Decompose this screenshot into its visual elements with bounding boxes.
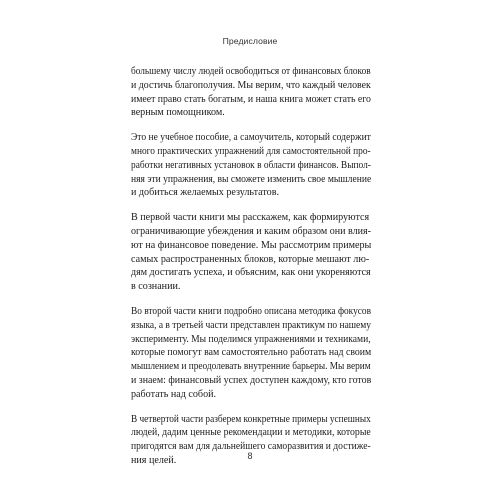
text-line: ют на финансовое поведение. Мы рассмотрим примеры bbox=[131, 239, 372, 251]
text-line: мышлением и преодолевать внутренние барьеры. Мы верим bbox=[131, 361, 371, 373]
text-line: ограничивающие убеждения и каким образом они влия- bbox=[131, 225, 372, 237]
text-line: большему числу людей освободиться от финансовых блоков bbox=[131, 66, 371, 77]
text-line: няя эти упражнения, вы сможете изменить свое мышление bbox=[131, 173, 372, 185]
text-line: В первой части книги мы расскажем, как формируются bbox=[131, 212, 370, 224]
text-line: В четвертой части разберем конкретные примеры успешных bbox=[131, 413, 371, 425]
text-line: которые помогут вам самостоятельно работать над своим bbox=[131, 347, 372, 359]
paragraph-1 bbox=[131, 65, 371, 120]
paragraph-2 bbox=[131, 131, 371, 200]
running-head: Предисловие bbox=[222, 36, 278, 46]
text-line: имеет право стать богатым, и наша книга может стать его bbox=[131, 93, 371, 105]
text-line: работки негативных установок в области финансов. Выпол- bbox=[131, 159, 371, 171]
paragraph-3 bbox=[131, 211, 371, 294]
text-line: самых распространенных блоков, которые мешают лю- bbox=[131, 253, 370, 265]
page-number: 8 bbox=[247, 451, 253, 461]
text-line: работать над собой. bbox=[131, 388, 217, 400]
text-line: дям достигать успеха, и объясним, как они укореняются bbox=[131, 267, 371, 279]
text-line: Во второй части книги подробно описана методика фокусов bbox=[131, 305, 372, 317]
text-line: пригодятся вам для дальнейшего саморазвития и достиже- bbox=[131, 441, 371, 453]
body-text bbox=[131, 65, 371, 468]
text-line: много практических упражнений для самостоятельной про- bbox=[131, 145, 371, 157]
paragraph-4 bbox=[131, 305, 371, 402]
text-line: людей, дадим ценные рекомендации и методики, которые bbox=[131, 427, 371, 439]
text-line: Это не учебное пособие, а самоучитель, который содержит bbox=[131, 132, 371, 144]
text-line: и знаем: финансовый успех доступен каждому, кто готов bbox=[131, 374, 372, 386]
text-line: верным помощником. bbox=[131, 107, 225, 119]
text-line: языка, а в третьей части представлен практикум по нашему bbox=[131, 319, 371, 331]
text-line: ния целей. bbox=[131, 454, 177, 466]
text-line: в сознании. bbox=[131, 281, 181, 293]
text-line: и добиться желаемых результатов. bbox=[131, 187, 280, 199]
text-line: и достичь благополучия. Мы верим, что каждый человек bbox=[131, 79, 371, 91]
text-line: эксперименту. Мы поделимся упражнениями и техниками, bbox=[131, 333, 371, 345]
